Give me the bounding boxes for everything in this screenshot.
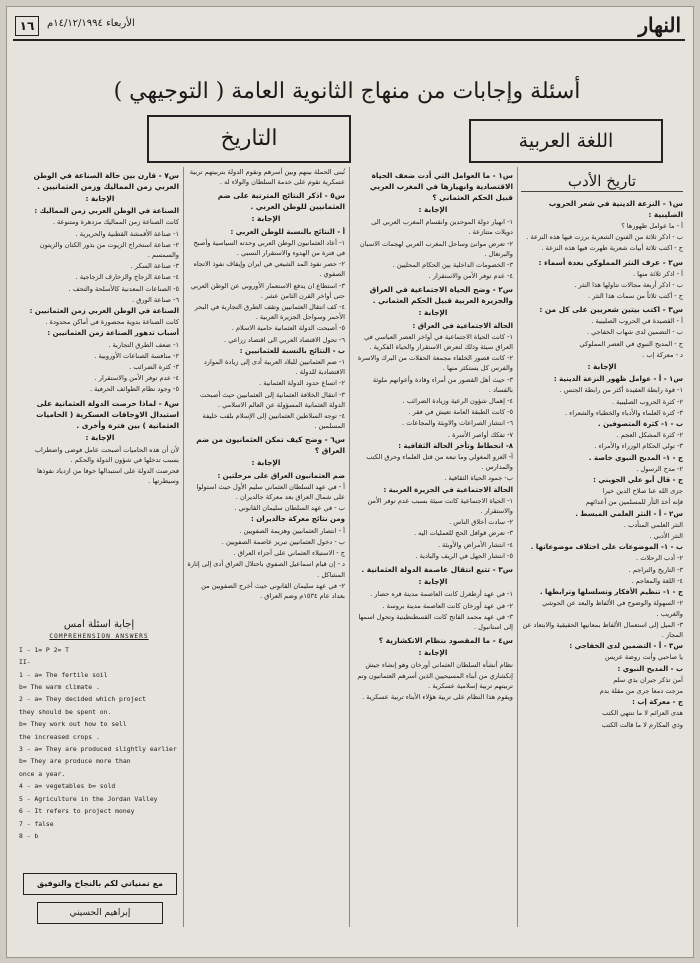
answer-line: ضم العثمانيون العراق على مرحلتين : — [217, 471, 345, 480]
answer-line: ومن نتائج معركة جالديران : — [251, 515, 345, 524]
answer-line: ٢- في عهد أورخان كانت العاصمة مدينة بروسة . — [382, 601, 513, 610]
answer-line: النثر العلمي المتأدب . — [623, 520, 683, 529]
page-number: ١٦ — [15, 16, 39, 36]
newspaper-page — [6, 6, 694, 958]
question-line: ج - أكتب ثلاثاً من سمات هذا النثر . — [588, 292, 683, 301]
answer-line: وذي المكارم لا ما قالت الكتب — [601, 720, 683, 729]
answer-line: ٢- صناعة استخراج الزيوت من بذور الكتان والزيتون والسمسم . — [39, 240, 179, 260]
answers-heading: الإجابة : — [251, 214, 281, 224]
answer-line: ٤- عدم توفر الأمن والاستقرار . — [94, 374, 179, 383]
answers-heading: الإجابة : — [418, 648, 448, 658]
answer-line: ٢- أدب الرحلات . — [636, 554, 683, 563]
english-answers-caption: COMPREHENSION ANSWERS — [49, 633, 149, 641]
answer-line: فإنه أخذ الثأر للمسلمين من أعدائهم — [585, 498, 683, 507]
question-line: ب - اذكر ثلاثة من الفنون الشعرية برزت فيها هذه النزعة . — [526, 233, 683, 242]
answer-line: ٣- صناعة السكر . — [130, 262, 179, 271]
english-answer-line: once a year. — [19, 769, 66, 778]
author-box: إبراهيم الحسيني — [37, 902, 163, 924]
answer-line: الصناعة في الوطن العربي زمن العثمانيين : — [29, 307, 179, 316]
answer-line: س٢ - أ - النثر العلمي المبسط . — [575, 509, 683, 518]
question-line: أ - اذكر ثلاثة منها . — [632, 269, 683, 278]
answer-line: ب - النتائج بالنسبة للعثمانيين : — [239, 346, 345, 355]
answers-heading: الإجابة : — [418, 577, 448, 587]
answer-line: ١- في عهد أرطغرل كانت العاصمة مدينة قره حصار . — [370, 590, 513, 599]
answer-line: جزى الله عنا صلاح الدين خيرا — [602, 487, 683, 496]
main-title: أسئلة وإجابات من منهاج الثانوية العامة ( التوجيهي ) — [113, 79, 581, 104]
answer-line: أسباب تدهور الصناعة زمن العثمانيين : — [47, 329, 179, 338]
question-line: ج - اكتب ثلاثة أبيات شعرية ظهرت فيها هذه النزعة . — [541, 244, 683, 253]
answer-line: الحالة الاجتماعية في الجزيرة العربية : — [383, 485, 513, 494]
answer-line: ٣- في عهد محمد الفاتح كانت القسطنطينية وتحول اسمها إلى استانبول . — [358, 612, 513, 631]
answer-line: ٣- استطاع ان يدفع الاستعمار الأوروبي عن الوطن العربي حتى أواخر القرن الثامن عشر . — [190, 281, 345, 300]
answer-line: ٣- الميل إلى استعمال الألفاظ بمعانيها الحقيقية والابتعاد عن المجاز . — [522, 620, 683, 639]
arabic-literature-column — [521, 167, 683, 927]
answer-line: ١- الحياة الاجتماعية كانت سيئة بسبب عدم توفر الأمن والاستقرار . — [367, 496, 513, 516]
english-answer-line: 8 - b — [19, 831, 39, 840]
answer-line: ج - ١- المديح النبوي خاصة . — [588, 453, 683, 462]
answer-line: ج - معركة إب : — [632, 698, 683, 707]
answer-line: ٣- تعرض قوافل الحج للعمليات اليه . — [413, 529, 513, 538]
answer-line: ٦- صناعة الورق . — [132, 295, 179, 304]
question-line: س٢ - وضح الحياة الاجتماعية في العراق والجزيرة العربية قبيل الحكم العثماني . — [369, 285, 513, 306]
english-answers-block — [19, 619, 179, 855]
answer-line: ٣- كثرة العلماء والأدباء والخطباء والشعراء . — [564, 408, 683, 417]
answer-line: ٢- منافسة الصناعات الأوروبية . — [94, 351, 179, 360]
answer-line: الصناعة في الوطن العربي زمن المماليك : — [34, 207, 179, 216]
answer-line: ١- أعاد العثمانيون الوطن العربي وحدته السياسية وأصبح في فترة من الهدوء والاستقرار النسبي . — [193, 238, 345, 258]
answer-line: ب - المديح النبوي : — [617, 664, 683, 673]
answer-line: مزجت دمعا جرى من مقلة بدم — [599, 686, 683, 695]
good-luck-box: مع تمنياتي لكم بالنجاح والتوفيق — [23, 873, 177, 895]
answer-line: ٢- السهولة والوضوح في الألفاظ والبعد عن الحوشي والغريب . — [542, 599, 683, 618]
english-answer-line: 3 - a= They are produced slightly earlier — [19, 745, 177, 754]
question-line: س٤ - ما المقصود بنظام الانكشارية ؟ — [378, 636, 513, 646]
question-line: ب - التضمين لدى شهاب الخفاجي . — [586, 328, 683, 337]
question-line: س١ - ما العوامل التي أدت ضعف الحياة الاقتصادية وانهيارها في المغرب العربي قبيل الحكم العثماني ؟ — [369, 171, 513, 202]
answer-line: ب - ١- الموضوعات على اختلاف موضوعاتها . — [530, 543, 683, 552]
column-divider — [183, 167, 184, 927]
answer-line: كانت الصناعة بدوية محصورة في أماكن محدودة . — [45, 318, 179, 327]
answer-line: د - إن قيام اسماعيل الصفوي باحتلال العراق أدى إلى إثارة المشاكل . — [187, 560, 345, 579]
issue-date: الأربعاء ١٤/١٢/١٩٩٤م — [47, 18, 135, 29]
answer-line: ٢- سادت أخلاق الناس . — [449, 518, 513, 527]
answer-line: ٧- تفكك أواصر الأسرة . — [447, 430, 513, 439]
answer-line: ج - قال أبو علي الجويني : — [593, 476, 683, 485]
answer-line: ١- كانت الحياة الاجتماعية في أواخر العصر العباسي في العراق سيئة وذلك لتعرض الاستقرار والحياة الفكرية . — [364, 332, 513, 352]
answer-line: تُبنى الحملة بينهم وبين أسرهم ونقوم الدولة بتربيتهم تربية عسكرية تقوم على خدمة السلطان والولاء له . — [189, 168, 345, 187]
answer-line: ٢- مدح الرسول . — [636, 464, 683, 473]
answer-line: أ - النتائج بالنسبة للوطن العربي : — [230, 227, 345, 236]
english-answer-line: I - 1= P 2= T — [19, 645, 70, 654]
answer-line: ٢- تعرض موانئ وساحل المغرب العربي لهجمات الاسبان والبرتغال . — [359, 239, 513, 258]
answers-heading: الإجابة : — [85, 194, 115, 203]
answer-line: يا صاحبي وأنت روضة عريس — [604, 653, 683, 662]
question-line: س١ - النزعة الدينية في شعر الحروب الصليبية : — [548, 199, 683, 219]
answer-line: ١- قوة رابطة العقيدة أكثر من رابطة الجنس . — [559, 386, 683, 395]
answer-line: ٦- تحول الاقتصاد العربي الى اقتصاد زراعي . — [224, 335, 345, 344]
answer-line: ٢- حصر نفوذ المد الشيعي في ايران وإيقاف نفوذ الاتجاه الصفوي . — [193, 260, 345, 279]
english-answer-line: 7 - false — [19, 819, 54, 828]
question-line: س٧ - قارن بين حالة الصناعة في الوطن العربي زمن المماليك وزمن العثمانيين . — [33, 171, 179, 191]
answer-line: ب- جمود الحياة الثقافية . — [444, 474, 513, 483]
answer-line: أ- الغزو المغولي وما تبعه من قتل العلماء وحرق الكتب والمدارس . — [366, 453, 513, 472]
answer-line: ويقوم هذا النظام على تربية هؤلاء الأبناء تربية عسكرية . — [362, 692, 513, 701]
answer-line: ٤- صناعة الزجاج والزخارف الزجاجية . — [75, 273, 179, 282]
column-divider — [349, 167, 350, 927]
answer-line: ٣- كثرة الضرائب . — [129, 363, 179, 372]
answer-line: نظام أنشأه السلطان العثماني أورخان وهو إنشاء جيش إنكشاري من أبناء المسيحيين الذين أسرهم العثمانيون وتم تربيتهم تربية إسلامية عسكرية . — [357, 661, 513, 690]
english-answer-line: b= They are produce more than — [19, 757, 131, 766]
answer-line: ١- ضعف الطرق التجارية . — [108, 340, 179, 349]
question-line: أ - القصيدة في الحروب الصليبية . — [591, 317, 683, 326]
answer-line: ٤- كف انتقال العثمانيين وتقف الطرق التجارية في البحر الأحمر وسواحل الجزيرة العربية . — [194, 303, 345, 322]
question-line: أ - ما عوامل ظهورها ؟ — [621, 222, 683, 230]
answer-line: فحرصت الدولة على استبدالها خوفا من ازدياد نفوذها وسيطرتها . — [36, 467, 179, 486]
answer-line: ٥- الصناعات المعدنية كالأسلحة والتحف . — [68, 284, 179, 293]
answer-line: ج - ١- تنظيم الأفكار وتسلسلها وترابطها . — [539, 588, 683, 597]
answer-line: لأن أن هذه الحاميات أصبحت عامل فوضى واضطراب بسبب تدخلها في شؤون الدولة والحكم . — [34, 445, 179, 465]
english-answer-line: 4 - a= vegetables b= sold — [19, 782, 116, 791]
question-line: س٥ - اذكر النتائج المترتبة على ضم العثمانيين للوطن العربي . — [217, 191, 345, 212]
question-line: ب - اذكر أربعة مجالات تناولها هذا النثر . — [574, 280, 683, 289]
english-answer-line: b= The warm climate . — [19, 683, 100, 692]
answer-line: ٢- كثرة الحروب الصليبية . — [611, 397, 683, 406]
answer-line: ١- صناعة الأقمشة القطنية والحريرية . — [75, 229, 179, 238]
answer-line: ٢- كثرة المشكل العجم . — [616, 431, 683, 440]
history-section-title: التاريخ — [147, 115, 351, 163]
answer-line: كانت الصناعة زمن المماليك مزدهرة ومتنوعة . — [52, 218, 179, 227]
answer-line: هدى العزائم لا ما تنتهي الكتب — [602, 709, 683, 718]
answer-line: ٣- الخصومات الداخلية بين الحكام المحليين . — [392, 261, 513, 270]
answers-heading: الإجابة : — [418, 205, 448, 214]
answer-line: ٣- التاريخ والتراجم . — [628, 565, 683, 574]
answer-line: ٣- حيث أهل القصور من أمراء وقادة وأعوانهم ملوثة بالفساد . — [372, 375, 513, 394]
answer-line: ٤- عدم توفر الأمن والاستقرار . — [428, 272, 513, 281]
question-line: س٣ - تتبع انتقال عاصمة الدولة العثمانية . — [361, 565, 513, 575]
english-answer-line: 2 - a= They decided which project — [19, 695, 146, 704]
english-answer-line: they should be spent on. — [19, 707, 112, 716]
english-answer-line: II- — [19, 658, 31, 667]
answer-line: ج - الاستيلاء العثماني على أجزاء العراق . — [233, 549, 345, 558]
answer-line: أمن تذكر جيران بذي سلم — [613, 675, 683, 684]
answer-line: ٣- انتقال الخلافة العثمانية إلى العثمانيين حيث أصبحت الدولة العثمانية المسؤولة عن العالم الاسلامي . — [200, 390, 345, 409]
answer-line: ٥- أصبحت الدولة العثمانية حامية الاسلام . — [231, 324, 345, 333]
question-line: س٦ - وضح كيف تمكن العثمانيون من ضم العراق ؟ — [196, 435, 345, 456]
answer-line: الحالة الاجتماعية في العراق : — [412, 321, 513, 330]
arabic-section-title: اللغة العربية — [469, 119, 663, 163]
answers-heading: الإجابة : — [251, 458, 281, 468]
question-line: س٢ - عرف النثر المملوكي بعدة أسماء : — [538, 257, 683, 267]
english-answer-line: b= They work out how to sell — [19, 720, 127, 729]
english-answers-title: إجابة أسئلة أمس — [63, 619, 135, 630]
page-header — [13, 13, 685, 41]
english-answer-line: 6 - It refers to project money — [19, 807, 135, 816]
history-column-3 — [21, 167, 179, 612]
answers-heading: الإجابة : — [85, 432, 115, 442]
question-line: س٨ - لماذا حرصت الدولة العثمانية على استبدال الاوجاقات العسكرية ( الحاميات العثمانية ) بين فترة وأخرى . — [36, 398, 179, 430]
answers-heading: الإجابة : — [587, 362, 617, 372]
literature-history-heading: تاريخ الأدب — [521, 171, 683, 192]
newspaper-logo: النهار — [638, 13, 681, 37]
question-line: د - معركة إب . — [642, 350, 683, 359]
english-answer-line: 1 - a= The fertile soil — [19, 670, 108, 679]
answer-line: ب - ١- كثرة المتصوفين . — [597, 420, 683, 429]
english-answer-line: the increased crops . — [19, 732, 100, 741]
answer-line: ٨- انحطاط وتأخر الحالة الثقافية : — [398, 441, 513, 450]
answer-line: ٥- وجود نظام الطوائف الحرفية . — [89, 385, 179, 394]
answer-line: ٢- في عهد سليمان القانوني حيث أخرج الصفويين من بغداد عام ١٥٣٤م وضم العراق . — [201, 581, 345, 600]
answer-line: أ - في عهد السلطان العثماني سليم الأول حيث استولوا على شمال العراق بعد معركة جالديران . — [196, 482, 345, 502]
answer-line: ٤- اللغة والمعاجم . — [631, 576, 683, 585]
question-line: س٣ - اكتب بيتين شعريين على كل من : — [539, 305, 683, 315]
answer-line: أ - انتصار العثمانيين وهزيمة الصفويين . — [239, 526, 345, 535]
question-line: ج - المديح النبوي في العصر المملوكي — [579, 339, 683, 348]
answer-line: ٢- كانت قصور الخلفاء مجمعة الحفلات من البرك والاسرة والفرس كل يستكثر منها . — [357, 354, 513, 373]
answer-line: ٤- توجه السلاطين العثمانيين إلى الإسلام بلقب خليفة المسلمين . — [202, 412, 345, 431]
answer-line: ب - في عهد السلطان سليمان القانوني . — [234, 504, 345, 513]
history-column-2 — [187, 167, 345, 927]
answer-line: ١- انهيار دولة الموحدين وانقسام المغرب العربي الى دويلات متنازعة . — [371, 218, 513, 237]
answers-heading: الإجابة : — [418, 308, 448, 318]
column-divider — [517, 167, 518, 927]
answer-line: ب - دخول العثمانيين تبريز عاصمة الصفويين . — [221, 537, 345, 546]
answer-line: ٥- انتشار الجهل في الريف والبادية . — [415, 551, 513, 560]
answer-line: ٤- إهمال شؤون الرعية وزيادة الضرائب . — [402, 397, 513, 406]
answer-line: س١ - أ - عوامل ظهور النزعة الدينية : — [553, 375, 683, 384]
answer-line: النثر الأدبي . — [649, 532, 683, 541]
answer-line: ٢- اتساع حدود الدولة العثمانية . — [259, 379, 345, 388]
answer-line: ٣- تولي الحكام الوزراء والأمراء . — [594, 442, 683, 451]
answer-line: ٤- انتشار الأمراض والأوبئة . — [437, 540, 513, 549]
answer-line: ١- ضم العثمانيين للبلاد العربية أدى إلى زيادة الموارد الاقتصادية للدولة . — [203, 358, 345, 377]
answer-line: ٦- انتشار الصراعات والاوبئة والمجاعات . — [402, 419, 513, 428]
answer-line: ٥- كانت الطبقة العامة تعيش في فقر . — [408, 408, 513, 417]
answer-line: س٣ - أ - التضمين لدى الخفاجي : — [569, 642, 683, 651]
history-column-1 — [353, 167, 513, 927]
english-answer-line: 5 - Agriculture in the Jordan Valley — [19, 794, 158, 803]
